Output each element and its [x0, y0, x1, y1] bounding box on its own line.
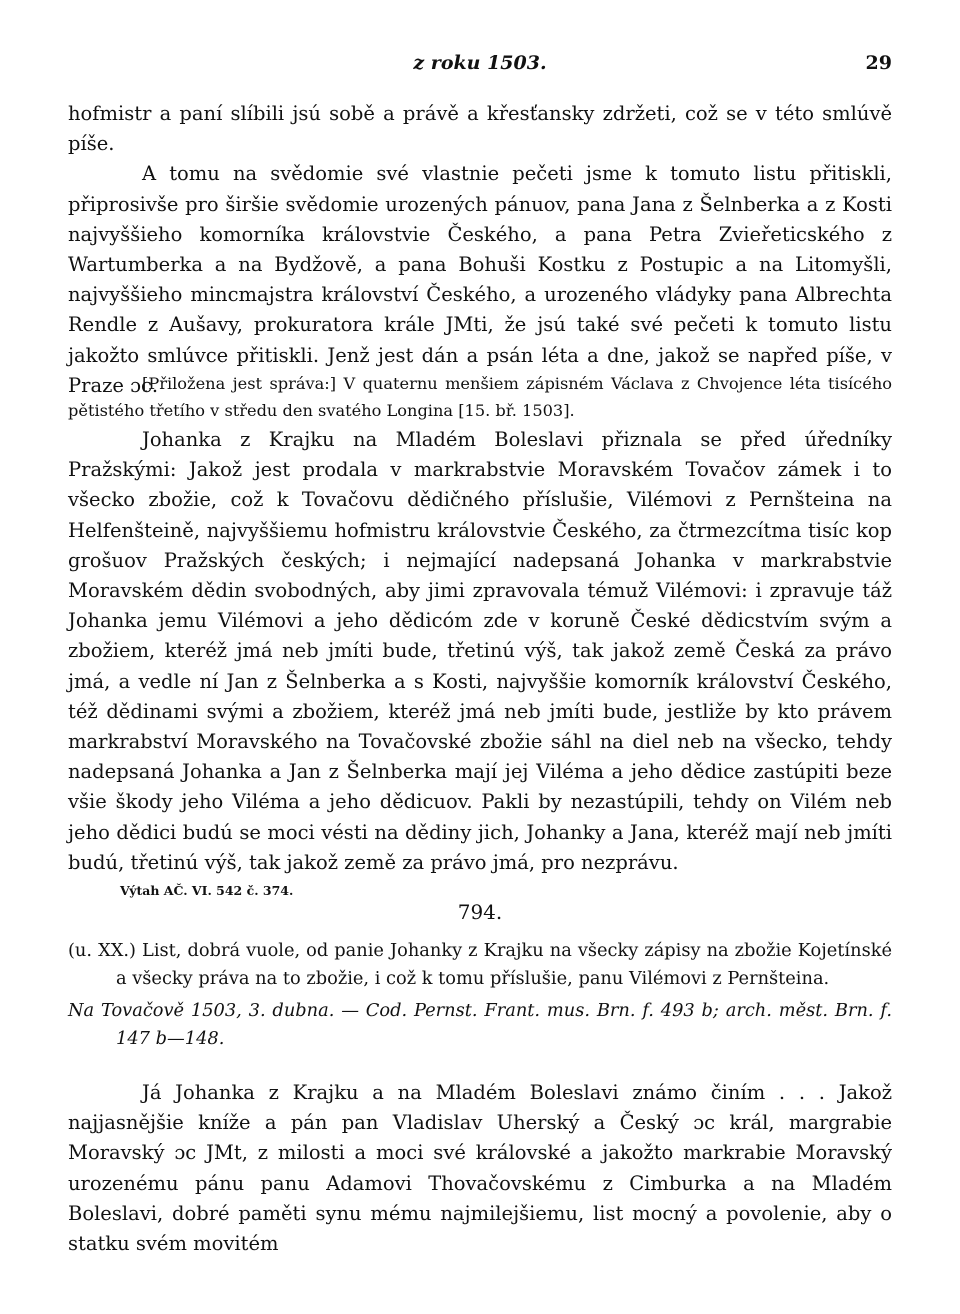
attached-note: [68, 370, 892, 424]
page-number: 29: [865, 52, 892, 74]
source-note: Výtah AČ. VI. 542 č. 374.: [120, 883, 294, 899]
paragraph-continuation: hofmistr a paní slíbili jsú sobě a právě a křesťansky zdržeti, což se v této smlúvě píše.: [68, 102, 892, 156]
place-date-source: Na Tovačově 1503, 3. dubna. — Cod. Pernst. Frant. mus. Brn. f. 493 b; arch. měst. Brn. f. 147 b—148.: [68, 1000, 892, 1049]
note-text: [Přiložena jest správa:] V quaternu menšiem zápisném Václava z Chvojence léta tisícého pětistého třetího v středu den svatého Longina [15. bř. 1503].: [68, 374, 892, 420]
running-title: z roku 1503.: [413, 52, 547, 74]
text-block-1: [68, 99, 892, 401]
regest: (u. XX.) List, dobrá vuole, od panie Johanky z Krajku na všecky zápisy na zbožie Kojetínské a všecky práva na to zbožie, i což k tomu příslušie, panu Vilémovi z Pernšteina.: [68, 940, 892, 989]
text-block-3: [68, 1078, 892, 1259]
paragraph-charter: Já Johanka z Krajku a na Mladém Boleslavi známo činím . . . Jakož najjasnějšie kníže a pán pan Vladislav Uherský a Český ɔc král, margrabie Moravský ɔc JMt, z milosti a moci své královské a jakožto markrabie Moravský urozenému pánu panu Adamovi Thovačovskému z Cimburka a na Mladém Boleslavi, dobré paměti synu mému najmilejšiemu, list mocný a povolenie, aby o statku svém movitém: [68, 1081, 892, 1256]
paragraph-johanka: Johanka z Krajku na Mladém Boleslavi přiznala se před úředníky Pražskými: Jakož jest prodala v markrabstvie Moravském Tovačov zámek i to všecko zbožie, což k Tovačovu dědičného příslušie, Vilémovi z Pernšteina na Helfenšteině, najvyššiemu hofmistru královstvie Českého, za čtrmezcítma tisíc kop grošuov Pražských českých; i nejmající nadepsaná Johanka v markrabstvie Moravském dědin svobodných, aby jimi zpravovala témuž Vilémovi: i zpravuje táž Johanka jemu Vilémovi a jeho dědicóm zde v koruně České dědicstvím svým a zbožiem, kteréž jmá neb jmíti bude, třetinú výš, tak jakož země Česká za právo jmá, a vedle ní Jan z Šelnberka a s Kosti, najvyššie komorník království Českého, též dědinami svými a zbožiem, kteréž jmá neb jmíti bude, jestliže by kto právem markrabství Moravského na Tovačovské zbožie sáhl na diel neb na všecko, tehdy nadepsaná Johanka a Jan z Šelnberka mají jej Viléma a jeho dědice zastúpiti beze všie škody jeho Viléma a jeho dědicuov. Pakli by nezastúpili, tehdy on Vilém neb jeho dědici budú se moci vésti na dědiny jich, Johanky a Jana, kteréž mají neb jmíti budú, třetinú výš, tak jakož země za právo jmá, pro nezprávu.: [68, 428, 892, 874]
running-head: [68, 52, 892, 82]
text-block-2: [68, 425, 892, 901]
document-number: 794.: [457, 900, 503, 924]
paragraph-sealing: A tomu na svědomie své vlastnie pečeti jsme k tomuto listu přitiskli, připrosivše pro širšie svědomie urozených pánuov, pana Jana z Šelnberka a z Kosti najvyššieho komorníka královstvie Českého, a pana Petra Zvieřeticského z Wartumberka a na Bydžově, a pana Bohuši Kostku z Postupic a na Litomyšli, najvyššieho mincmajstra království Českého, a urozeného vládyky pana Albrechta Rendle z Aušavy, prokuratora krále JMti, že jsú také své pečeti k tomuto listu jakožto smlúvce přitiskli. Jenž jest dán a psán léta a dne, jakož se napřed píše, v Praze ɔc.: [68, 162, 892, 397]
